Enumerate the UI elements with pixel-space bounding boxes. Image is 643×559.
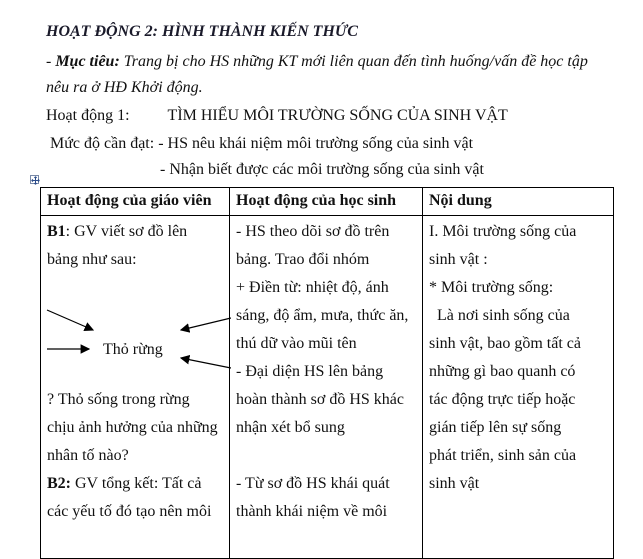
b1-line-1	[47, 218, 223, 246]
student-line: - HS theo dõi sơ đồ trên	[236, 223, 390, 240]
b1-label: B1	[47, 223, 66, 240]
student-line: hoàn thành sơ đồ HS khác	[236, 391, 404, 408]
objective-line-2: nêu ra ở HĐ Khởi động.	[46, 79, 203, 96]
content-line: tác động trực tiếp hoặc	[429, 391, 576, 408]
content-line: Là nơi sinh sống của	[429, 307, 570, 324]
content-line: sinh vật, bao gồm tất cả	[429, 335, 581, 352]
header-student: Hoạt động của học sinh	[230, 188, 423, 216]
content-line: sinh vật	[429, 475, 480, 492]
activity-table	[40, 187, 614, 559]
content-line: những gì bao quanh có	[429, 363, 576, 380]
header-teacher: Hoạt động của giáo viên	[41, 188, 230, 216]
arrow-upper-left	[47, 310, 93, 330]
student-line: + Điền từ: nhiệt độ, ánh	[236, 279, 389, 296]
content-line: sinh vật :	[429, 251, 488, 268]
objective-label: Mục tiêu:	[55, 53, 120, 70]
arrow-upper-right	[181, 318, 231, 330]
table-move-handle-icon[interactable]	[30, 175, 39, 184]
student-line-blank	[236, 442, 416, 470]
b2-line-2: các yếu tố đó tạo nên môi	[47, 503, 212, 520]
table-header-row	[41, 188, 614, 216]
objective-text-1: Trang bị cho HS những KT mới liên quan đến tình huống/vấn đề học tập	[119, 53, 588, 70]
requirement-line-2: - Nhận biết được các môi trường sống của sinh vật	[160, 161, 484, 178]
b1-text-1: : GV viết sơ đồ lên	[65, 223, 188, 240]
question-line-1: ? Thỏ sống trong rừng	[47, 391, 190, 408]
objective-line-1	[46, 52, 588, 72]
b2-text-1: GV tổng kết: Tất cả	[71, 475, 202, 492]
b2-line-1	[47, 470, 223, 498]
objective-prefix: -	[46, 53, 56, 70]
question-line-3: nhân tố nào?	[47, 447, 129, 464]
content-line: gián tiếp lên sự sống	[429, 419, 562, 436]
table-body-row	[41, 216, 614, 559]
student-line: bảng. Trao đổi nhóm	[236, 251, 370, 268]
activity-line	[46, 106, 508, 126]
b2-label: B2:	[47, 475, 71, 492]
student-cell	[230, 216, 423, 559]
activity-label: Hoạt động 1:	[46, 107, 130, 124]
content-cell	[423, 216, 614, 559]
arrow-lower-right	[181, 358, 231, 368]
student-line: - Đại diện HS lên bảng	[236, 363, 384, 380]
diagram-arrows	[41, 274, 231, 386]
student-line: - Từ sơ đồ HS khái quát	[236, 475, 390, 492]
student-line: thành khái niệm về môi	[236, 503, 388, 520]
student-line: sáng, độ ẩm, mưa, thức ăn,	[236, 307, 409, 324]
header-content: Nội dung	[423, 188, 614, 216]
question-line-2: chịu ảnh hưởng của những	[47, 419, 218, 436]
influence-diagram	[47, 274, 223, 386]
content-line: I. Môi trường sống của	[429, 223, 577, 240]
diagram-center-label: Thỏ rừng	[103, 341, 163, 358]
content-line: phát triển, sinh sản của	[429, 447, 577, 464]
activity-title: TÌM HIỂU MÔI TRƯỜNG SỐNG CỦA SINH VẬT	[167, 107, 508, 124]
student-line: thú dữ vào mũi tên	[236, 335, 357, 352]
b1-line-2: bảng như sau:	[47, 251, 137, 268]
content-line: * Môi trường sống:	[429, 279, 554, 296]
section-heading: HOẠT ĐỘNG 2: HÌNH THÀNH KIẾN THỨC	[46, 23, 358, 40]
teacher-cell	[41, 216, 230, 559]
student-line: nhận xét bổ sung	[236, 419, 345, 436]
requirement-line-1: Mức độ cần đạt: - HS nêu khái niệm môi trường sống của sinh vật	[50, 135, 474, 152]
